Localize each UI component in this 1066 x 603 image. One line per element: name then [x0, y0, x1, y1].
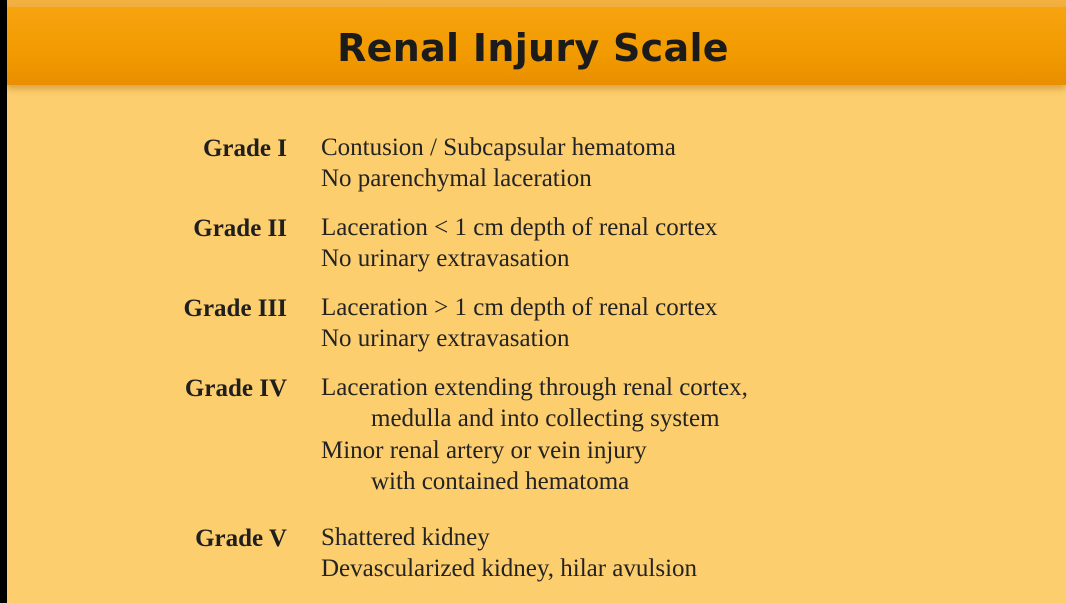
- grade-desc-line: No parenchymal laceration: [321, 165, 592, 192]
- grade-desc-line: with contained hematoma: [371, 468, 630, 495]
- grade-desc-line: Laceration < 1 cm depth of renal cortex: [321, 214, 718, 241]
- grade-desc-line: No urinary extravasation: [321, 245, 570, 272]
- page-title: Renal Injury Scale: [337, 26, 729, 70]
- grade-label: Grade IV: [184, 375, 287, 402]
- grade-label: Grade V: [195, 525, 287, 552]
- slide: [7, 0, 1066, 603]
- grade-desc-line: Laceration > 1 cm depth of renal cortex: [321, 294, 718, 321]
- grade-desc-line: Laceration extending through renal cortex,: [321, 374, 748, 401]
- grade-desc-line: medulla and into collecting system: [371, 405, 720, 432]
- header-top-band: [7, 0, 1066, 7]
- title-banner: [7, 7, 1066, 85]
- grade-desc-line: Minor renal artery or vein injury: [321, 437, 647, 464]
- grade-label: Grade I: [202, 135, 287, 162]
- grade-label: Grade III: [183, 295, 287, 322]
- grade-desc-line: Devascularized kidney, hilar avulsion: [321, 555, 698, 582]
- grade-desc-line: Shattered kidney: [321, 524, 490, 551]
- grade-desc-line: Contusion / Subcapsular hematoma: [321, 134, 676, 161]
- grade-label: Grade II: [193, 215, 287, 242]
- grade-desc-line: No urinary extravasation: [321, 325, 570, 352]
